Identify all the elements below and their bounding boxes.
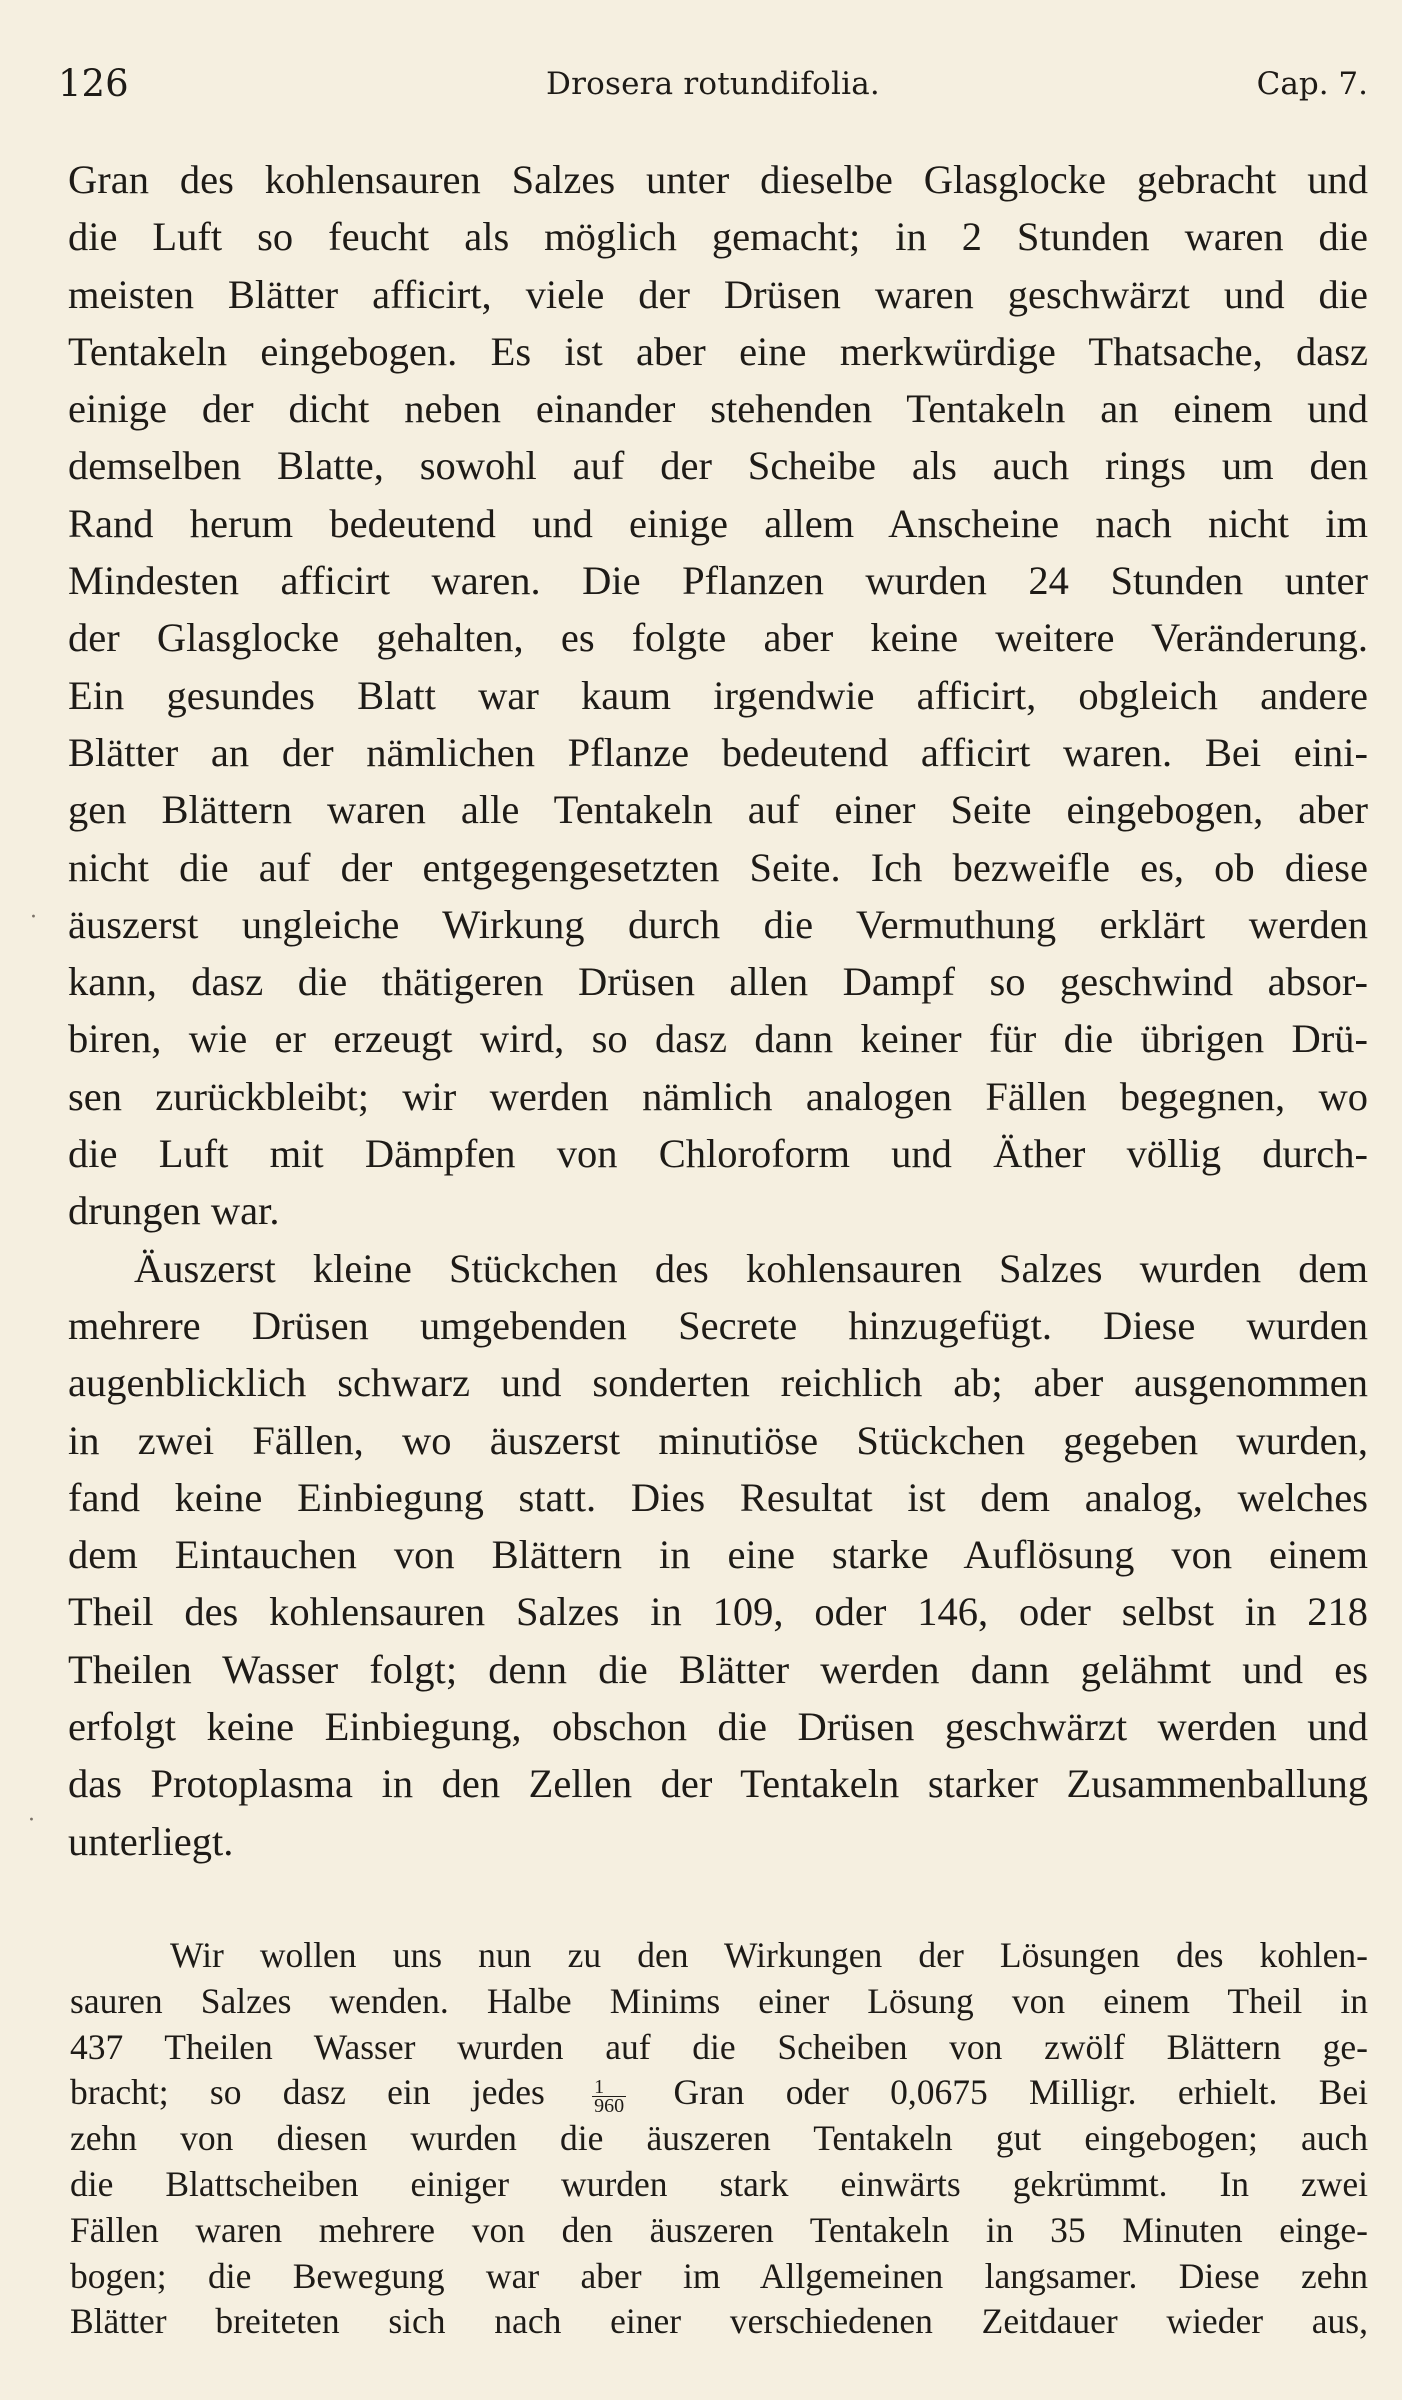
fraction: [592, 2075, 626, 2117]
text-line: 437 Theilen Wasser wurden auf die Scheiben von zwölf Blättern ge-: [70, 2026, 1368, 2067]
text-line: Mindesten afficirt waren. Die Pflanzen wurden 24 Stunden unter: [68, 558, 1368, 604]
text-line: zehn von diesen wurden die äuszeren Tentakeln gut eingebogen; auch: [70, 2118, 1368, 2159]
fraction-numerator: 1: [592, 2078, 626, 2097]
text-line: das Protoplasma in den Zellen der Tentakeln starker Zusammenballung: [68, 1761, 1368, 1807]
text-line: Theil des kohlensauren Salzes in 109, oder 146, oder selbst in 218: [68, 1589, 1368, 1635]
small-print-text: [70, 1933, 1368, 2345]
page-header: [58, 62, 1368, 112]
text-line: einige der dicht neben einander stehenden Tentakeln an einem und: [68, 386, 1368, 432]
text-line: die Luft mit Dämpfen von Chloroform und Äther völlig durch-: [68, 1131, 1368, 1177]
text-line: fand keine Einbiegung statt. Dies Resultat ist dem analog, welches: [68, 1474, 1368, 1520]
text-line-with-fraction: [70, 2070, 1368, 2116]
chapter-label: Cap. 7.: [1256, 66, 1368, 102]
text-line: Äuszerst kleine Stückchen des kohlensauren Salzes wurden dem: [134, 1245, 1368, 1291]
text-line: unterliegt.: [68, 1818, 234, 1864]
text-line: Ein gesundes Blatt war kaum irgendwie afficirt, obgleich andere: [68, 672, 1368, 718]
text-line: in zwei Fällen, wo äuszerst minutiöse Stückchen gegeben wurden,: [68, 1417, 1368, 1463]
text-line: augenblicklich schwarz und sonderten reichlich ab; aber ausgenommen: [68, 1360, 1368, 1406]
paragraph-2: [68, 1240, 1368, 1870]
text-line: dem Eintauchen von Blättern in eine starke Auflösung von einem: [68, 1532, 1368, 1578]
text-line: biren, wie er erzeugt wird, so dasz dann keiner für die übrigen Drü-: [68, 1016, 1368, 1062]
text-line: Theilen Wasser folgt; denn die Blätter werden dann gelähmt und es: [68, 1646, 1368, 1692]
main-text: [68, 151, 1368, 1870]
text-line: meisten Blätter afficirt, viele der Drüsen waren geschwärzt und die: [68, 271, 1368, 317]
text-line: mehrere Drüsen umgebenden Secrete hinzugefügt. Diese wurden: [68, 1302, 1368, 1348]
text-line: Blätter an der nämlichen Pflanze bedeutend afficirt waren. Bei eini-: [68, 729, 1368, 775]
text-line: Fällen waren mehrere von den äuszeren Tentakeln in 35 Minuten einge-: [70, 2209, 1368, 2250]
page-number: 126: [58, 62, 129, 105]
text-line: der Glasglocke gehalten, es folgte aber keine weitere Veränderung.: [68, 615, 1368, 661]
text-line: kann, dasz die thätigeren Drüsen allen Dampf so geschwind absor-: [68, 959, 1368, 1005]
paragraph-3: [70, 1933, 1368, 2345]
margin-mark: ·: [30, 905, 37, 930]
text-line: die Blattscheiben einiger wurden stark einwärts gekrümmt. In zwei: [70, 2163, 1368, 2204]
text-line: sen zurückbleibt; wir werden nämlich analogen Fällen begegnen, wo: [68, 1073, 1368, 1119]
text-line: demselben Blatte, sowohl auf der Scheibe als auch rings um den: [68, 443, 1368, 489]
text-line: Tentakeln eingebogen. Es ist aber eine merkwürdige Thatsache, dasz: [68, 328, 1368, 374]
text-line: gen Blättern waren alle Tentakeln auf einer Seite eingebogen, aber: [68, 787, 1368, 833]
text-line: die Luft so feucht als möglich gemacht; in 2 Stunden waren die: [68, 214, 1368, 260]
text-segment: Gran oder 0,0675 Milligr. erhielt. Bei: [673, 2072, 1369, 2113]
text-line: äuszerst ungleiche Wirkung durch die Vermuthung erklärt werden: [68, 901, 1368, 947]
text-segment: bracht; so dasz ein jedes: [70, 2072, 545, 2113]
text-line: sauren Salzes wenden. Halbe Minims einer Lösung von einem Theil in: [70, 1980, 1368, 2021]
text-line: Rand herum bedeutend und einige allem Anscheine nach nicht im: [68, 500, 1368, 546]
text-line: erfolgt keine Einbiegung, obschon die Drüsen geschwärzt werden und: [68, 1704, 1368, 1750]
text-line: nicht die auf der entgegengesetzten Seite. Ich bezweifle es, ob diese: [68, 844, 1368, 890]
text-line: drungen war.: [68, 1188, 280, 1234]
text-line: bogen; die Bewegung war aber im Allgemeinen langsamer. Diese zehn: [70, 2255, 1368, 2296]
fraction-denominator: 960: [594, 2094, 625, 2117]
running-title: Drosera rotundifolia.: [546, 66, 880, 102]
paragraph-1: [68, 151, 1368, 1240]
text-line: Wir wollen uns nun zu den Wirkungen der Lösungen des kohlen-: [170, 1935, 1368, 1975]
text-line: Gran des kohlensauren Salzes unter dieselbe Glasglocke gebracht und: [68, 157, 1368, 202]
text-line: Blätter breiteten sich nach einer verschiedenen Zeitdauer wieder aus,: [70, 2301, 1368, 2342]
margin-mark: ·: [28, 1808, 35, 1833]
